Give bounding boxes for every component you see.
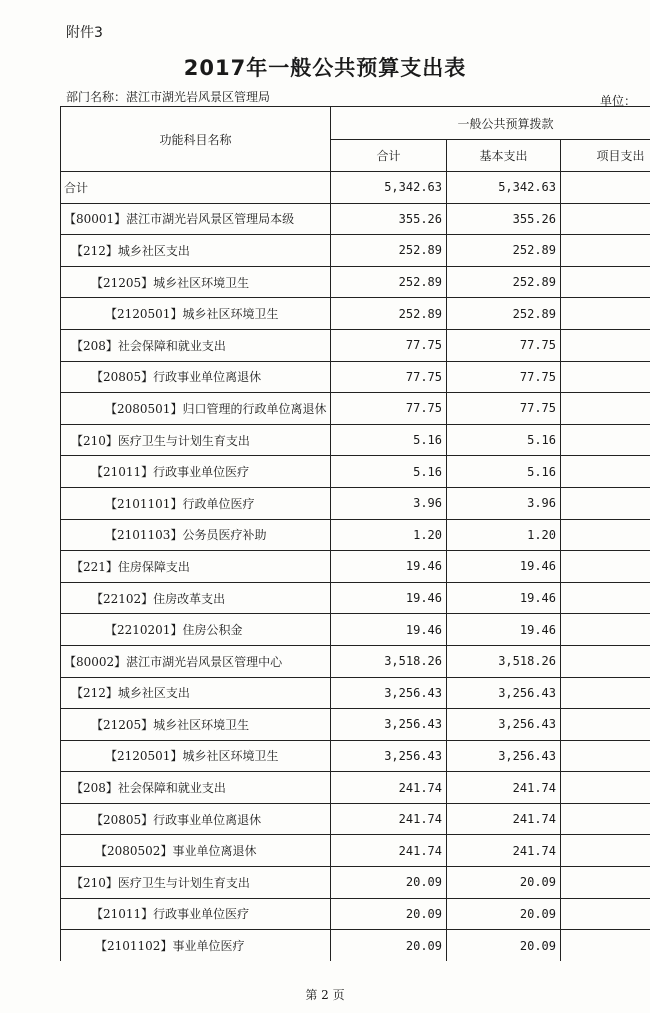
row-basic-cell: 20.09: [447, 867, 561, 899]
row-total-cell: 77.75: [331, 393, 447, 425]
row-name-cell: 【2101101】行政单位医疗: [61, 487, 331, 519]
row-total-cell: 252.89: [331, 298, 447, 330]
row-name-cell: 【80002】湛江市湖光岩风景区管理中心: [61, 645, 331, 677]
row-total-cell: 252.89: [331, 266, 447, 298]
table-row: [61, 361, 650, 393]
table-row: [61, 424, 650, 456]
row-total-cell: 19.46: [331, 551, 447, 583]
table-row: [61, 487, 650, 519]
row-project-cell: [561, 709, 650, 741]
row-name-cell: 【20805】行政事业单位离退休: [61, 803, 331, 835]
page-number: 第 2 页: [305, 988, 345, 1002]
row-project-cell: [561, 329, 650, 361]
row-basic-cell: 252.89: [447, 235, 561, 267]
row-total-cell: 3,256.43: [331, 709, 447, 741]
row-project-cell: [561, 203, 650, 235]
row-project-cell: [561, 266, 650, 298]
table-row: [61, 898, 650, 930]
row-name-cell: 【210】医疗卫生与计划生育支出: [61, 424, 331, 456]
row-basic-cell: 20.09: [447, 930, 561, 961]
row-name-cell: 【2210201】住房公积金: [61, 614, 331, 646]
table-row: [61, 614, 650, 646]
table-row: [61, 930, 650, 961]
row-total-cell: 20.09: [331, 930, 447, 961]
row-total-cell: 252.89: [331, 235, 447, 267]
row-name-cell: 【21205】城乡社区环境卫生: [61, 709, 331, 741]
row-basic-cell: 3,256.43: [447, 709, 561, 741]
row-project-cell: [561, 898, 650, 930]
row-name-cell: 【210】医疗卫生与计划生育支出: [61, 867, 331, 899]
row-name-cell: 【212】城乡社区支出: [61, 235, 331, 267]
header-project: 项目支出: [561, 140, 650, 172]
row-name-cell: 【2101103】公务员医疗补助: [61, 519, 331, 551]
header-total: 合计: [331, 140, 447, 172]
row-name-cell: 【2120501】城乡社区环境卫生: [61, 740, 331, 772]
table-row: [61, 298, 650, 330]
table-row: [61, 867, 650, 899]
row-basic-cell: 5.16: [447, 456, 561, 488]
row-total-cell: 241.74: [331, 803, 447, 835]
row-project-cell: [561, 614, 650, 646]
page-title: 2017年一般公共预算支出表: [183, 56, 467, 80]
row-name-cell: 【20805】行政事业单位离退休: [61, 361, 331, 393]
department-name: 部门名称：湛江市湖光岩风景区管理局: [66, 90, 271, 104]
row-basic-cell: 1.20: [447, 519, 561, 551]
row-total-cell: 1.20: [331, 519, 447, 551]
row-project-cell: [561, 803, 650, 835]
row-name-cell: 【2120501】城乡社区环境卫生: [61, 298, 331, 330]
row-basic-cell: 77.75: [447, 393, 561, 425]
row-project-cell: [561, 772, 650, 804]
budget-table-container: [60, 106, 650, 961]
row-total-cell: 20.09: [331, 898, 447, 930]
row-name-cell: 【221】住房保障支出: [61, 551, 331, 583]
row-project-cell: [561, 393, 650, 425]
row-total-cell: 77.75: [331, 329, 447, 361]
row-basic-cell: 241.74: [447, 803, 561, 835]
row-basic-cell: 3,256.43: [447, 677, 561, 709]
row-total-cell: 3,256.43: [331, 740, 447, 772]
row-name-cell: 合计: [61, 172, 331, 204]
row-total-cell: 19.46: [331, 614, 447, 646]
table-row: [61, 266, 650, 298]
table-row: [61, 803, 650, 835]
table-row: [61, 645, 650, 677]
row-name-cell: 【21011】行政事业单位医疗: [61, 456, 331, 488]
table-row: [61, 709, 650, 741]
row-name-cell: 【21011】行政事业单位医疗: [61, 898, 331, 930]
row-basic-cell: 77.75: [447, 329, 561, 361]
row-project-cell: [561, 298, 650, 330]
row-project-cell: [561, 867, 650, 899]
row-name-cell: 【80001】湛江市湖光岩风景区管理局本级: [61, 203, 331, 235]
row-name-cell: 【21205】城乡社区环境卫生: [61, 266, 331, 298]
row-total-cell: 5,342.63: [331, 172, 447, 204]
row-total-cell: 20.09: [331, 867, 447, 899]
row-basic-cell: 5.16: [447, 424, 561, 456]
row-total-cell: 77.75: [331, 361, 447, 393]
row-basic-cell: 19.46: [447, 582, 561, 614]
row-project-cell: [561, 740, 650, 772]
row-total-cell: 5.16: [331, 456, 447, 488]
table-row: [61, 519, 650, 551]
row-basic-cell: 252.89: [447, 266, 561, 298]
row-total-cell: 5.16: [331, 424, 447, 456]
row-name-cell: 【208】社会保障和就业支出: [61, 329, 331, 361]
row-basic-cell: 19.46: [447, 551, 561, 583]
table-row: [61, 772, 650, 804]
row-name-cell: 【208】社会保障和就业支出: [61, 772, 331, 804]
table-row: [61, 740, 650, 772]
table-row: [61, 582, 650, 614]
row-basic-cell: 252.89: [447, 298, 561, 330]
row-project-cell: [561, 361, 650, 393]
row-total-cell: 3,518.26: [331, 645, 447, 677]
row-basic-cell: 77.75: [447, 361, 561, 393]
table-row: [61, 329, 650, 361]
header-basic: 基本支出: [447, 140, 561, 172]
row-project-cell: [561, 645, 650, 677]
header-function-name: 功能科目名称: [61, 107, 331, 172]
table-row: [61, 551, 650, 583]
row-basic-cell: 5,342.63: [447, 172, 561, 204]
row-name-cell: 【2080501】归口管理的行政单位离退休: [61, 393, 331, 425]
row-basic-cell: 241.74: [447, 772, 561, 804]
row-basic-cell: 3.96: [447, 487, 561, 519]
table-row: [61, 677, 650, 709]
row-project-cell: [561, 172, 650, 204]
budget-table: [60, 106, 650, 961]
row-project-cell: [561, 487, 650, 519]
row-total-cell: 19.46: [331, 582, 447, 614]
row-name-cell: 【212】城乡社区支出: [61, 677, 331, 709]
row-name-cell: 【22102】住房改革支出: [61, 582, 331, 614]
row-basic-cell: 19.46: [447, 614, 561, 646]
row-project-cell: [561, 456, 650, 488]
row-total-cell: 241.74: [331, 772, 447, 804]
row-project-cell: [561, 235, 650, 267]
row-project-cell: [561, 835, 650, 867]
row-project-cell: [561, 930, 650, 961]
table-row: [61, 835, 650, 867]
row-project-cell: [561, 551, 650, 583]
table-row: [61, 172, 650, 204]
row-name-cell: 【2101102】事业单位医疗: [61, 930, 331, 961]
row-total-cell: 241.74: [331, 835, 447, 867]
row-total-cell: 3,256.43: [331, 677, 447, 709]
row-project-cell: [561, 424, 650, 456]
header-general-budget: 一般公共预算拨款: [331, 107, 650, 140]
row-name-cell: 【2080502】事业单位离退休: [61, 835, 331, 867]
table-row: [61, 456, 650, 488]
row-project-cell: [561, 677, 650, 709]
table-row: [61, 393, 650, 425]
table-body: [61, 172, 650, 962]
table-row: [61, 203, 650, 235]
row-basic-cell: 355.26: [447, 203, 561, 235]
unit-label: 单位：: [600, 94, 637, 108]
row-basic-cell: 241.74: [447, 835, 561, 867]
row-basic-cell: 3,256.43: [447, 740, 561, 772]
row-total-cell: 3.96: [331, 487, 447, 519]
attachment-label: 附件3: [66, 25, 103, 41]
row-basic-cell: 3,518.26: [447, 645, 561, 677]
row-basic-cell: 20.09: [447, 898, 561, 930]
table-row: [61, 235, 650, 267]
row-total-cell: 355.26: [331, 203, 447, 235]
row-project-cell: [561, 582, 650, 614]
row-project-cell: [561, 519, 650, 551]
